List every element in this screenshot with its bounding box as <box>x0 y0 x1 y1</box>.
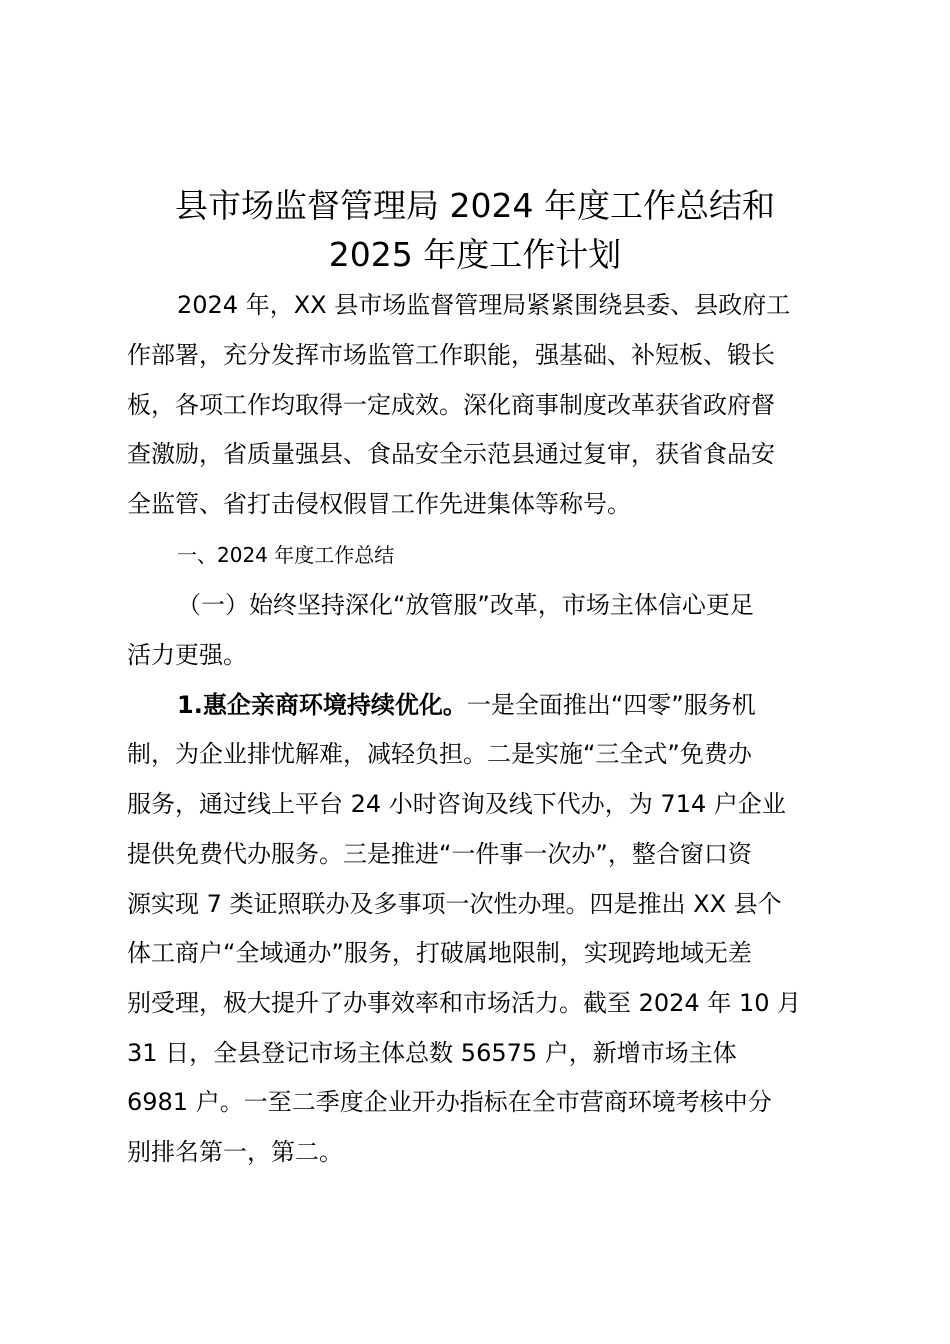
intro-line: 作部署，充分发挥市场监管工作职能，强基础、补短板、锻长 <box>127 341 775 369</box>
item-line: 体工商户“全域通办”服务，打破属地限制，实现跨地域无差 <box>127 939 752 967</box>
intro-line: 全监管、省打击侵权假冒工作先进集体等称号。 <box>127 490 631 518</box>
item-line: 6981 户。一至二季度企业开办指标在全市营商环境考核中分 <box>127 1088 772 1116</box>
item-bold-heading: 1.惠企亲商环境持续优化。 <box>177 691 467 719</box>
item-line: 提供免费代办服务。三是推进“一件事一次办”，整合窗口资 <box>127 840 752 868</box>
subsection-heading-line: 活力更强。 <box>127 641 247 669</box>
section-heading: 一、2024 年度工作总结 <box>177 543 395 567</box>
item-line: 服务，通过线上平台 24 小时咨询及线下代办，为 714 户企业 <box>127 790 786 818</box>
document-title-line-2: 2025 年度工作计划 <box>328 235 622 274</box>
subsection-heading-line: （一）始终坚持深化“放管服”改革，市场主体信心更足 <box>177 591 754 619</box>
item-line: 别受理，极大提升了办事效率和市场活力。截至 2024 年 10 月 <box>127 989 802 1017</box>
item-line: 31 日，全县登记市场主体总数 56575 户，新增市场主体 <box>127 1039 737 1067</box>
intro-line: 板，各项工作均取得一定成效。深化商事制度改革获省政府督 <box>127 391 775 419</box>
item-line: 制，为企业排忧解难，减轻负担。二是实施“三全式”免费办 <box>127 740 752 768</box>
intro-line: 查激励，省质量强县、食品安全示范县通过复审，获省食品安 <box>127 440 775 468</box>
document-title-line-1: 县市场监督管理局 2024 年度工作总结和 <box>175 186 775 225</box>
item-first-line <box>177 680 887 730</box>
item-line: 别排名第一，第二。 <box>127 1138 343 1166</box>
intro-line: 2024 年，XX 县市场监督管理局紧紧围绕县委、县政府工 <box>177 291 791 319</box>
item-line: 源实现 7 类证照联办及多事项一次性办理。四是推出 XX 县个 <box>127 890 782 918</box>
item-text: 一是全面推出“四零”服务机 <box>466 691 756 719</box>
